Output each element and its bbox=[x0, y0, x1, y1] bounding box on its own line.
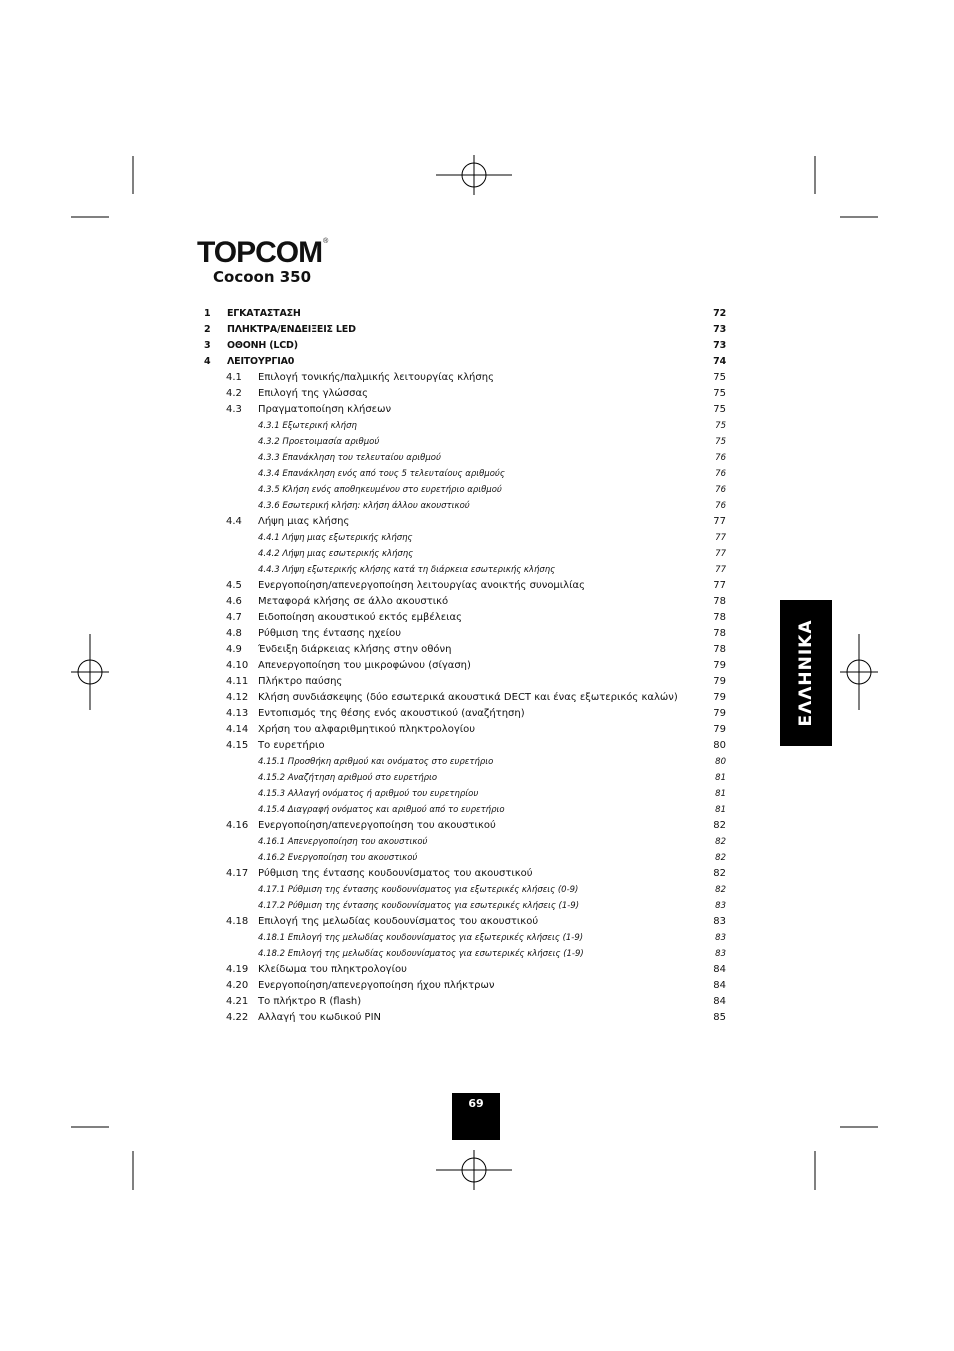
toc-entry bbox=[204, 706, 726, 722]
toc-entry bbox=[204, 418, 726, 434]
toc-entry-number: 4.13 bbox=[226, 708, 249, 719]
toc-entry-page: 75 bbox=[715, 437, 726, 447]
toc-entry-title: Χρήση του αλφαριθμητικού πληκτρολογίου bbox=[258, 724, 476, 735]
toc-entry-title: 4.3.6 Εσωτερική κλήση: κλήση άλλου ακουστικού bbox=[258, 501, 470, 511]
toc-entry-title: Ρύθμιση της έντασης κουδουνίσματος του ακουστικού bbox=[258, 868, 533, 879]
toc-entry-page: 77 bbox=[715, 533, 726, 543]
toc-entry-number: 1 bbox=[204, 308, 211, 319]
toc-entry bbox=[204, 834, 726, 850]
toc-entry-title: 4.4.2 Λήψη μιας εσωτερικής κλήσης bbox=[258, 549, 414, 559]
toc-entry-page: 76 bbox=[715, 485, 726, 495]
brand-logo: TOPCOM® bbox=[197, 236, 328, 269]
toc-entry-number: 4.3 bbox=[226, 404, 242, 415]
toc-entry-title: 4.3.4 Επανάκληση ενός από τους 5 τελευταίους αριθμούς bbox=[258, 469, 505, 479]
toc-entry-title: 4.18.1 Επιλογή της μελωδίας κουδουνίσματος για εξωτερικές κλήσεις (1-9) bbox=[258, 933, 584, 943]
toc-entry-number: 4.1 bbox=[226, 372, 242, 383]
toc-entry-number: 4.16 bbox=[226, 820, 249, 831]
toc-entry-page: 79 bbox=[713, 708, 726, 719]
toc-entry-title: 4.4.1 Λήψη μιας εξωτερικής κλήσης bbox=[258, 533, 413, 543]
toc-entry-number: 4.20 bbox=[226, 980, 249, 991]
toc-entry bbox=[204, 962, 726, 978]
toc-entry-title: 4.15.3 Αλλαγή ονόματος ή αριθμού του ευρετηρίου bbox=[258, 789, 479, 799]
toc-entry-page: 79 bbox=[713, 660, 726, 671]
toc-entry-page: 82 bbox=[715, 885, 726, 895]
toc-entry-page: 72 bbox=[713, 308, 726, 319]
toc-entry-number: 4.10 bbox=[226, 660, 249, 671]
toc-entry bbox=[204, 882, 726, 898]
page-number: 69 bbox=[452, 1093, 500, 1140]
toc-entry-title: 4.16.2 Ενεργοποίηση του ακουστικού bbox=[258, 853, 418, 863]
toc-entry-number: 4.15 bbox=[226, 740, 249, 751]
toc-entry-title: 4.15.2 Αναζήτηση αριθμού στο ευρετήριο bbox=[258, 773, 438, 783]
toc-entry-title: ΛΕΙΤΟΥΡΓΙΑ0 bbox=[227, 356, 295, 367]
toc-entry-number: 4.7 bbox=[226, 612, 242, 623]
toc-entry-number: 4.5 bbox=[226, 580, 242, 591]
toc-entry bbox=[204, 898, 726, 914]
toc-entry-page: 81 bbox=[715, 789, 726, 799]
toc-entry-number: 4.21 bbox=[226, 996, 249, 1007]
toc-entry bbox=[204, 850, 726, 866]
toc-entry-page: 80 bbox=[713, 740, 726, 751]
toc-entry-page: 73 bbox=[713, 340, 726, 351]
toc-entry-title: Μεταφορά κλήσης σε άλλο ακουστικό bbox=[258, 596, 449, 607]
toc-entry-title: ΟΘΟΝΗ (LCD) bbox=[227, 340, 298, 351]
toc-entry-number: 4.14 bbox=[226, 724, 249, 735]
toc-entry bbox=[204, 578, 726, 594]
toc-entry-title: Κλήση συνδιάσκεψης (δύο εσωτερικά ακουστικά DECT και ένας εξωτερικός καλών) bbox=[258, 692, 678, 703]
toc-entry-page: 81 bbox=[715, 773, 726, 783]
toc-entry-title: 4.15.4 Διαγραφή ονόματος και αριθμού από το ευρετήριο bbox=[258, 805, 505, 815]
toc-entry bbox=[204, 450, 726, 466]
toc-entry-title: 4.17.2 Ρύθμιση της έντασης κουδουνίσματος για εσωτερικές κλήσεις (1-9) bbox=[258, 901, 580, 911]
toc-entry-page: 84 bbox=[713, 996, 726, 1007]
toc-entry-page: 79 bbox=[713, 724, 726, 735]
toc-entry-page: 83 bbox=[713, 916, 726, 927]
toc-entry bbox=[204, 370, 726, 386]
toc-entry bbox=[204, 722, 726, 738]
toc-entry bbox=[204, 642, 726, 658]
toc-entry-title: Ειδοποίηση ακουστικού εκτός εμβέλειας bbox=[258, 612, 462, 623]
registration-mark-left bbox=[71, 634, 109, 710]
toc-entry bbox=[204, 514, 726, 530]
toc-entry-page: 80 bbox=[715, 757, 726, 767]
toc-entry-number: 4.4 bbox=[226, 516, 242, 527]
toc-entry bbox=[204, 626, 726, 642]
table-of-contents bbox=[204, 306, 726, 1026]
toc-entry-title: 4.15.1 Προσθήκη αριθμού και ονόματος στο ευρετήριο bbox=[258, 757, 494, 767]
toc-entry bbox=[204, 914, 726, 930]
toc-entry bbox=[204, 674, 726, 690]
toc-entry-title: ΠΛΗΚΤΡΑ/ΕΝΔΕΙΞΕΙΣ LED bbox=[227, 324, 356, 335]
toc-entry-page: 77 bbox=[715, 565, 726, 575]
toc-entry-page: 76 bbox=[715, 453, 726, 463]
toc-entry bbox=[204, 530, 726, 546]
toc-entry-title: 4.3.2 Προετοιμασία αριθμού bbox=[258, 437, 380, 447]
toc-entry bbox=[204, 930, 726, 946]
toc-entry-page: 81 bbox=[715, 805, 726, 815]
toc-entry-page: 82 bbox=[713, 868, 726, 879]
toc-entry-page: 78 bbox=[713, 628, 726, 639]
toc-entry-title: Εντοπισμός της θέσης ενός ακουστικού (αναζήτηση) bbox=[258, 708, 525, 719]
toc-entry-page: 82 bbox=[715, 837, 726, 847]
toc-entry-page: 74 bbox=[713, 356, 726, 367]
toc-entry-page: 75 bbox=[713, 372, 726, 383]
toc-entry-number: 4.6 bbox=[226, 596, 242, 607]
model-name: Cocoon 350 bbox=[213, 268, 312, 286]
language-tab bbox=[780, 600, 832, 746]
toc-entry bbox=[204, 498, 726, 514]
toc-entry-title: Ενεργοποίηση/απενεργοποίηση ήχου πλήκτρων bbox=[258, 980, 495, 991]
toc-entry bbox=[204, 818, 726, 834]
toc-entry-title: Ενεργοποίηση/απενεργοποίηση του ακουστικού bbox=[258, 820, 496, 831]
toc-entry-number: 4.2 bbox=[226, 388, 242, 399]
toc-entry-page: 84 bbox=[713, 964, 726, 975]
toc-entry-title: 4.4.3 Λήψη εξωτερικής κλήσης κατά τη διάρκεια εσωτερικής κλήσης bbox=[258, 565, 556, 575]
toc-entry-title: Το πλήκτρο R (flash) bbox=[258, 996, 362, 1007]
toc-entry-page: 79 bbox=[713, 692, 726, 703]
toc-entry-page: 79 bbox=[713, 676, 726, 687]
toc-entry-page: 73 bbox=[713, 324, 726, 335]
toc-entry-page: 78 bbox=[713, 596, 726, 607]
toc-entry bbox=[204, 594, 726, 610]
toc-entry-title: Επιλογή της γλώσσας bbox=[258, 388, 368, 399]
toc-entry-page: 82 bbox=[713, 820, 726, 831]
toc-entry-title: Το ευρετήριο bbox=[258, 740, 325, 751]
toc-entry-page: 75 bbox=[713, 388, 726, 399]
toc-entry-title: Πλήκτρο παύσης bbox=[258, 676, 343, 687]
toc-entry-number: 3 bbox=[204, 340, 211, 351]
toc-entry-title: Ένδειξη διάρκειας κλήσης στην οθόνη bbox=[258, 644, 452, 655]
registration-mark-right bbox=[840, 634, 878, 710]
toc-entry bbox=[204, 978, 726, 994]
toc-entry-title: 4.3.1 Εξωτερική κλήση bbox=[258, 421, 357, 431]
toc-entry-page: 83 bbox=[715, 933, 726, 943]
toc-entry-title: Λήψη μιας κλήσης bbox=[258, 516, 350, 527]
toc-entry bbox=[204, 690, 726, 706]
toc-entry-number: 4.9 bbox=[226, 644, 242, 655]
toc-entry bbox=[204, 562, 726, 578]
toc-entry bbox=[204, 658, 726, 674]
toc-entry-number: 4.12 bbox=[226, 692, 249, 703]
toc-entry bbox=[204, 466, 726, 482]
toc-entry-title: 4.3.5 Κλήση ενός αποθηκευμένου στο ευρετήριο αριθμού bbox=[258, 485, 502, 495]
toc-entry-page: 82 bbox=[715, 853, 726, 863]
toc-entry bbox=[204, 770, 726, 786]
toc-entry-title: Επιλογή της μελωδίας κουδουνίσματος του ακουστικού bbox=[258, 916, 539, 927]
toc-entry-title: 4.17.1 Ρύθμιση της έντασης κουδουνίσματος για εξωτερικές κλήσεις (0-9) bbox=[258, 885, 579, 895]
toc-entry-title: Κλείδωμα του πληκτρολογίου bbox=[258, 964, 407, 975]
toc-entry-page: 85 bbox=[713, 1012, 726, 1023]
toc-entry-number: 4.17 bbox=[226, 868, 249, 879]
language-tab-label: ΕΛΛΗΝΙΚΑ bbox=[796, 619, 816, 727]
toc-entry bbox=[204, 482, 726, 498]
toc-entry-page: 78 bbox=[713, 612, 726, 623]
toc-entry-number: 4.8 bbox=[226, 628, 242, 639]
toc-entry bbox=[204, 786, 726, 802]
toc-entry-page: 76 bbox=[715, 501, 726, 511]
toc-entry-page: 83 bbox=[715, 949, 726, 959]
toc-entry-title: Πραγματοποίηση κλήσεων bbox=[258, 404, 392, 415]
toc-entry bbox=[204, 354, 726, 370]
toc-entry-number: 4.19 bbox=[226, 964, 249, 975]
toc-entry-number: 4.22 bbox=[226, 1012, 249, 1023]
toc-entry-number: 4.11 bbox=[226, 676, 249, 687]
toc-entry bbox=[204, 802, 726, 818]
toc-entry-title: Επιλογή τονικής/παλμικής λειτουργίας κλήσης bbox=[258, 372, 494, 383]
toc-entry bbox=[204, 738, 726, 754]
toc-entry-title: ΕΓΚΑΤΑΣΤΑΣΗ bbox=[227, 308, 301, 319]
toc-entry bbox=[204, 1010, 726, 1026]
toc-entry bbox=[204, 434, 726, 450]
toc-entry bbox=[204, 386, 726, 402]
toc-entry bbox=[204, 754, 726, 770]
toc-entry bbox=[204, 546, 726, 562]
toc-entry-title: 4.18.2 Επιλογή της μελωδίας κουδουνίσματος για εσωτερικές κλήσεις (1-9) bbox=[258, 949, 584, 959]
toc-entry-page: 77 bbox=[715, 549, 726, 559]
toc-entry-page: 84 bbox=[713, 980, 726, 991]
toc-entry bbox=[204, 402, 726, 418]
toc-entry-title: Ρύθμιση της έντασης ηχείου bbox=[258, 628, 402, 639]
toc-entry-page: 76 bbox=[715, 469, 726, 479]
toc-entry-page: 78 bbox=[713, 644, 726, 655]
toc-entry-title: 4.3.3 Επανάκληση του τελευταίου αριθμού bbox=[258, 453, 441, 463]
toc-entry bbox=[204, 610, 726, 626]
toc-entry-page: 77 bbox=[713, 580, 726, 591]
toc-entry-page: 75 bbox=[715, 421, 726, 431]
toc-entry bbox=[204, 338, 726, 354]
toc-entry-page: 75 bbox=[713, 404, 726, 415]
toc-entry-number: 4 bbox=[204, 356, 211, 367]
toc-entry-title: Αλλαγή του κωδικού PIN bbox=[258, 1012, 382, 1023]
toc-entry-page: 77 bbox=[713, 516, 726, 527]
toc-entry-page: 83 bbox=[715, 901, 726, 911]
registration-mark-bottom bbox=[436, 1150, 512, 1190]
toc-entry-title: 4.16.1 Απενεργοποίηση του ακουστικού bbox=[258, 837, 428, 847]
toc-entry-number: 4.18 bbox=[226, 916, 249, 927]
toc-entry bbox=[204, 994, 726, 1010]
registration-mark-top bbox=[436, 155, 512, 195]
toc-entry bbox=[204, 866, 726, 882]
toc-entry bbox=[204, 306, 726, 322]
toc-entry-number: 2 bbox=[204, 324, 211, 335]
toc-entry-title: Ενεργοποίηση/απενεργοποίηση λειτουργίας ανοικτής συνομιλίας bbox=[258, 580, 585, 591]
toc-entry-title: Απενεργοποίηση του μικροφώνου (σίγαση) bbox=[258, 660, 471, 671]
toc-entry bbox=[204, 322, 726, 338]
toc-entry bbox=[204, 946, 726, 962]
